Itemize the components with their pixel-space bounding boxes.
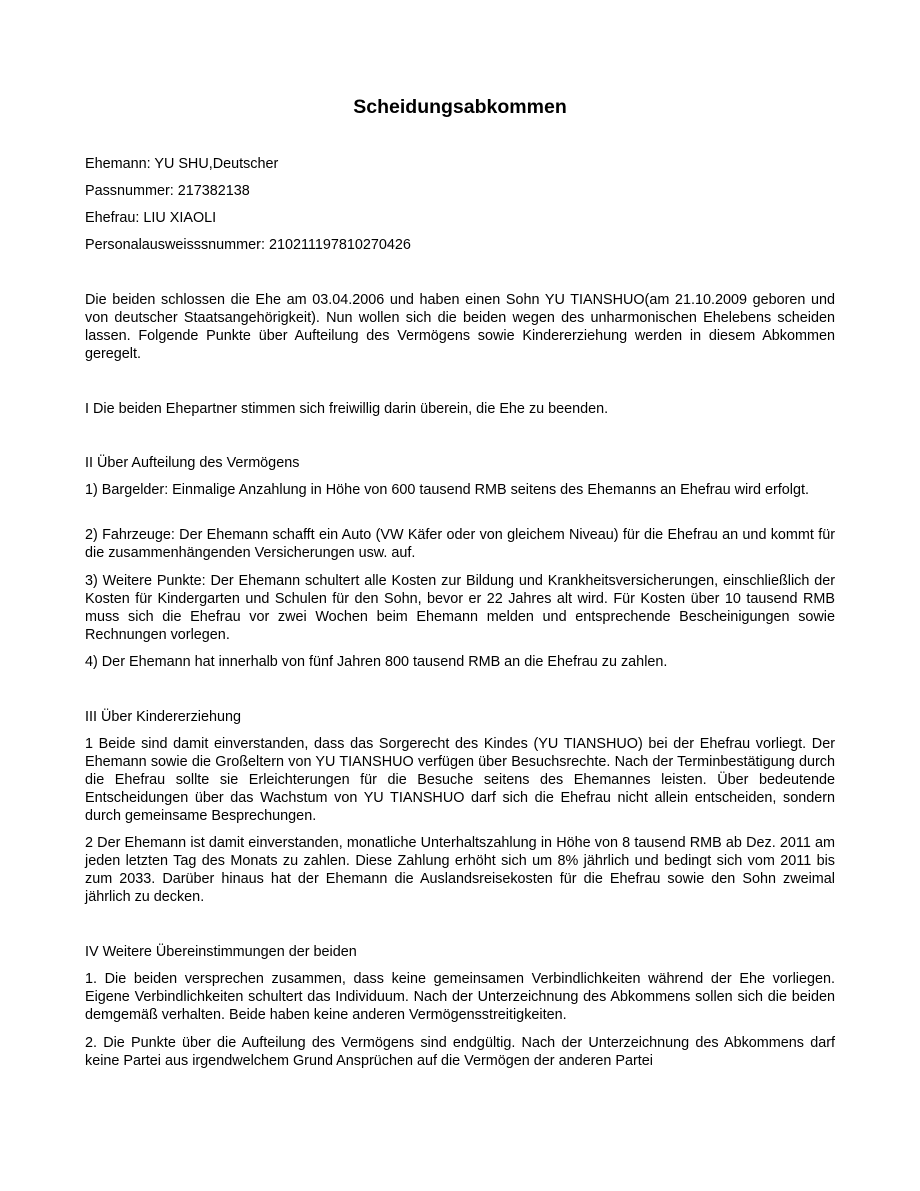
section-2-heading: II Über Aufteilung des Vermögens	[85, 455, 300, 471]
document-title: Scheidungsabkommen	[353, 96, 567, 118]
section-2-item-3: 3) Weitere Punkte: Der Ehemann schultert alle Kosten zur Bildung und Krankheitsversicherungen, einschließlich der Kosten für Kindergarten und Schulen für den Sohn, bevor er 22 Jahres alt wird. Für Kosten über 10 tausend RMB muss sich die Ehefrau vor zwei Wochen beim Ehemann melden und entsprechende Bescheinigungen sowie Rechnungen vorlegen.	[85, 573, 835, 643]
wife-line: Ehefrau: LIU XIAOLI	[85, 210, 217, 226]
section-2-item-1: 1) Bargelder: Einmalige Anzahlung in Höhe von 600 tausend RMB seitens des Ehemanns an Ehefrau wird erfolgt.	[85, 482, 809, 498]
section-1-text: I Die beiden Ehepartner stimmen sich freiwillig darin überein, die Ehe zu beenden.	[85, 401, 609, 417]
intro-paragraph: Die beiden schlossen die Ehe am 03.04.2006 und haben einen Sohn YU TIANSHUO(am 21.10.2009 geboren und von deutscher Staatsangehörigkeit). Nun wollen sich die beiden wegen des unharmonischen Ehelebens scheiden lassen. Folgende Punkte über Aufteilung des Vermögens sowie Kindererziehung werden in diesem Abkommen geregelt.	[85, 292, 835, 362]
section-2-item-4: 4) Der Ehemann hat innerhalb von fünf Jahren 800 tausend RMB an die Ehefrau zu zahlen.	[85, 654, 668, 670]
section-4-item-1: 1. Die beiden versprechen zusammen, dass keine gemeinsamen Verbindlichkeiten während der Ehe vorliegen. Eigene Verbindlichkeiten schultert das Individuum. Nach der Unterzeichnung des Abkommens sollen sich die beiden demgemäß verhalten. Beide haben keine anderen Vermögensstreitigkeiten.	[85, 971, 835, 1023]
passport-line: Passnummer: 217382138	[85, 183, 250, 199]
section-2-item-2: 2) Fahrzeuge: Der Ehemann schafft ein Auto (VW Käfer oder von gleichem Niveau) für die Ehefrau an und kommt für die zusammenhängenden Versicherungen usw. auf.	[85, 527, 835, 561]
section-3-item-1: 1 Beide sind damit einverstanden, dass das Sorgerecht des Kindes (YU TIANSHUO) bei der Ehefrau vorliegt. Der Ehemann sowie die Großeltern von YU TIANSHUO verfügen über Besuchsrechte. Nach der Terminbestätigung durch die Ehefrau sollte sie Erleichterungen für die Besuche seitens des Ehemannes leisten. Über bedeutende Entscheidungen über das Wachstum von YU TIANSHUO darf sich die Ehefrau nicht allein entscheiden, sondern durch gemeinsame Besprechungen.	[85, 736, 835, 824]
husband-line: Ehemann: YU SHU,Deutscher	[85, 156, 279, 172]
section-3-heading: III Über Kindererziehung	[85, 709, 241, 725]
section-3-item-2: 2 Der Ehemann ist damit einverstanden, monatliche Unterhaltszahlung in Höhe von 8 tausend RMB ab Dez. 2011 am jeden letzten Tag des Monats zu zahlen. Diese Zahlung erhöht sich um 8% jährlich und bedingt sich vom 2011 bis zum 2033. Darüber hinaus hat der Ehemann die Auslandsreisekosten für die Ehefrau sowie den Sohn zweimal jährlich zu decken.	[85, 835, 835, 905]
section-4-item-2: 2. Die Punkte über die Aufteilung des Vermögens sind endgültig. Nach der Unterzeichnung des Abkommens darf keine Partei aus irgendwelchem Grund Ansprüchen auf die Vermögen der anderen Partei	[85, 1035, 835, 1069]
section-4-heading: IV Weitere Übereinstimmungen der beiden	[85, 944, 357, 960]
id-card-line: Personalausweisssnummer: 210211197810270426	[85, 237, 411, 253]
